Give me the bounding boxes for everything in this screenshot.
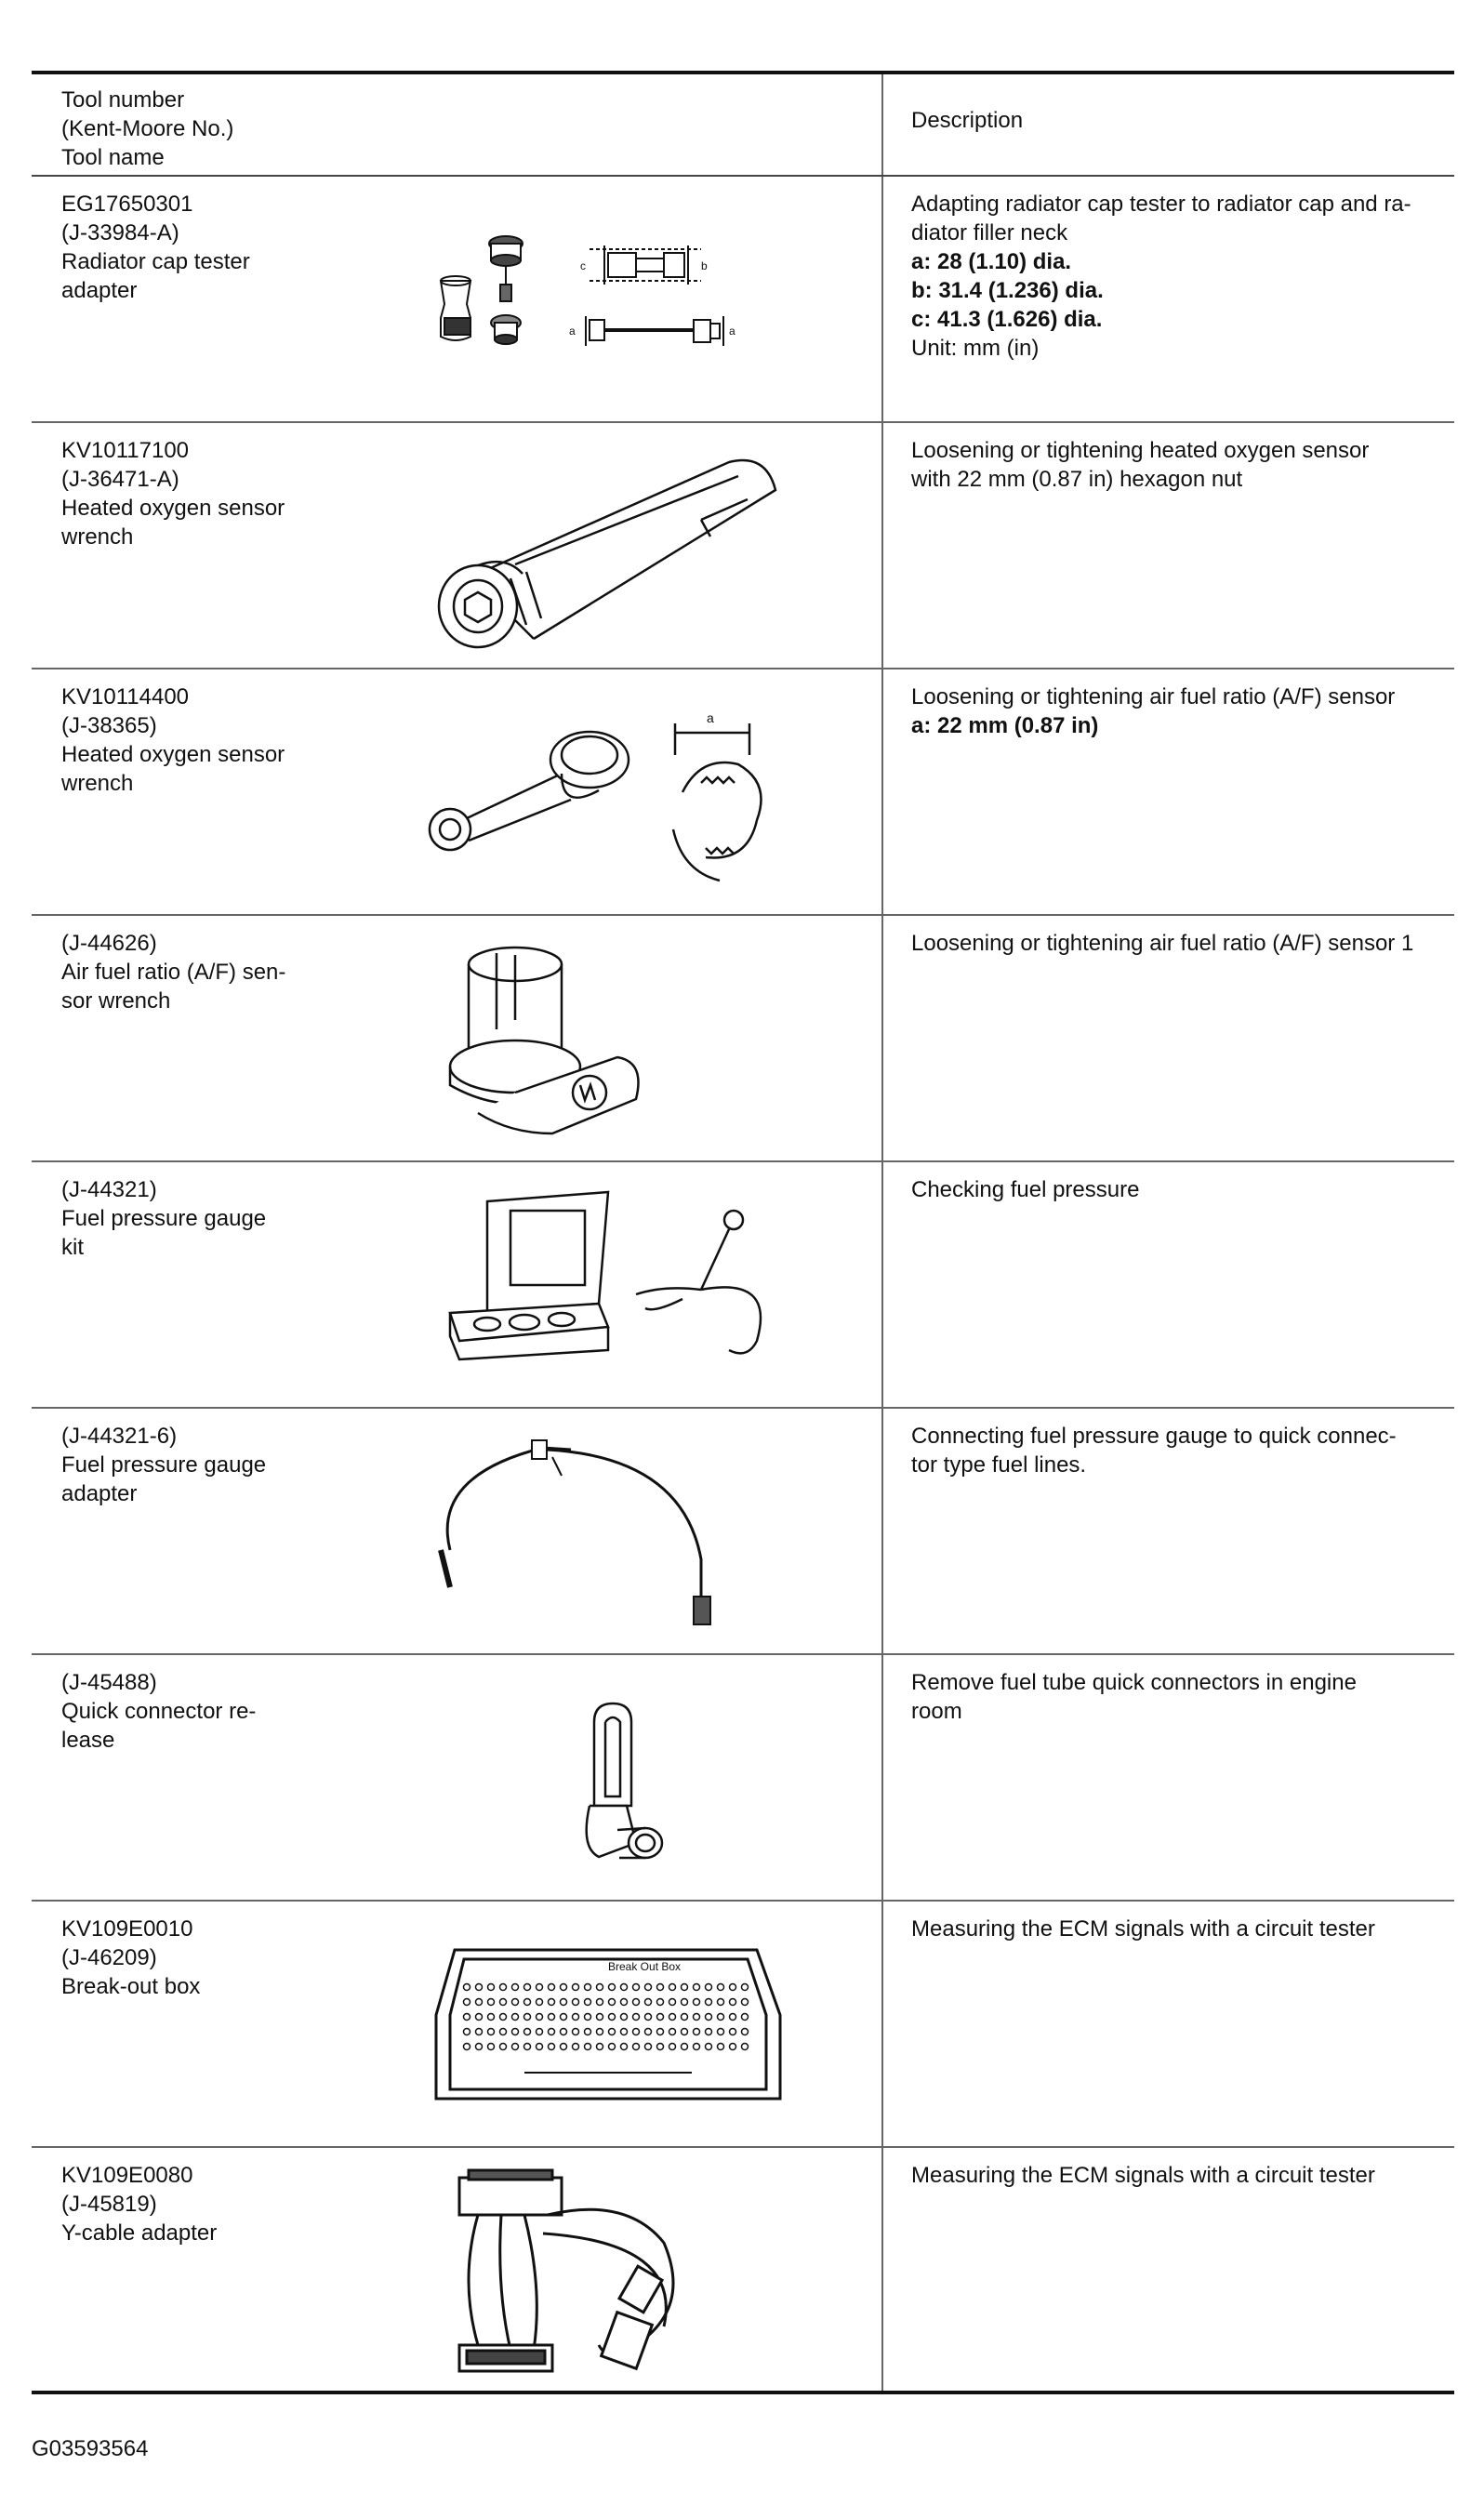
breakout-pin-hole (718, 2044, 724, 2050)
breakout-pin-hole (561, 1999, 567, 2006)
breakout-pin-hole (573, 2044, 579, 2050)
breakout-pin-hole (561, 1984, 567, 1991)
tool-name: Fuel pressure gauge (61, 1452, 267, 1478)
breakout-pin-hole (645, 2029, 652, 2035)
fig-label-c: c (580, 259, 586, 272)
oxygen-sensor-socket-illustration (422, 434, 831, 654)
kent-moore-number: (J-33984-A) (61, 220, 179, 245)
tool-description (883, 1409, 1454, 1479)
breakout-pin-hole (537, 2029, 543, 2035)
tool-description (883, 1902, 1454, 1943)
breakout-pin-hole (609, 2014, 616, 2021)
breakout-pin-hole (730, 1999, 736, 2006)
desc-line: Loosening or tightening heated oxygen sensor (911, 438, 1370, 463)
af-sensor-wrench-illustration (422, 927, 831, 1146)
table-row (32, 176, 1454, 422)
breakout-pin-hole (742, 2014, 749, 2021)
breakout-pin-hole (500, 1999, 507, 2006)
breakout-pin-hole (657, 1984, 664, 1991)
break-out-box-illustration (422, 1913, 831, 2132)
breakout-pin-hole (669, 1984, 676, 1991)
desc-dimension-a: a: 28 (1.10) dia. (911, 249, 1072, 274)
breakout-pin-hole (500, 2044, 507, 2050)
fig-label-a: a (707, 710, 714, 725)
desc-dimension-b: b: 31.4 (1.236) dia. (911, 278, 1104, 303)
breakout-pin-hole (682, 2029, 688, 2035)
tool-name-cont: lease (61, 1728, 115, 1753)
header-tool-name: Tool name (61, 145, 165, 170)
tool-name: Air fuel ratio (A/F) sen- (61, 960, 286, 985)
desc-line: Adapting radiator cap tester to radiator cap and ra- (911, 192, 1411, 217)
kent-moore-number: (J-44321) (61, 1177, 157, 1202)
breakout-pin-hole (537, 1999, 543, 2006)
desc-line: tor type fuel lines. (911, 1452, 1087, 1478)
figure-code: G03593564 (32, 2436, 149, 2461)
breakout-pin-hole (706, 1999, 712, 2006)
breakout-pin-hole (524, 2029, 531, 2035)
header-kent-moore: (Kent-Moore No.) (61, 116, 234, 141)
breakout-pin-hole (500, 2029, 507, 2035)
tool-description (883, 423, 1454, 494)
breakout-pin-hole (561, 2044, 567, 2050)
desc-line: Remove fuel tube quick connectors in engine (911, 1670, 1357, 1695)
breakout-pin-hole (561, 2014, 567, 2021)
breakout-pin-hole (742, 1999, 749, 2006)
breakout-pin-hole (597, 2029, 603, 2035)
breakout-pin-hole (524, 1984, 531, 1991)
tool-name: Fuel pressure gauge (61, 1206, 267, 1231)
breakout-pin-hole (512, 1984, 519, 1991)
fig-label-b: b (701, 259, 708, 272)
desc-line: diator filler neck (911, 220, 1068, 245)
breakout-pin-hole (488, 2029, 495, 2035)
breakout-pin-hole (464, 2044, 470, 2050)
breakout-pin-hole (621, 2044, 628, 2050)
breakout-pin-hole (561, 2029, 567, 2035)
breakout-pin-hole (633, 1999, 640, 2006)
breakout-pin-hole (682, 2044, 688, 2050)
desc-line: Checking fuel pressure (911, 1177, 1140, 1202)
breakout-pin-hole (742, 1984, 749, 1991)
breakout-pin-hole (597, 1999, 603, 2006)
breakout-pin-hole (512, 2044, 519, 2050)
desc-line: room (911, 1699, 962, 1724)
tool-description (883, 669, 1454, 740)
kent-moore-number: (J-36471-A) (61, 467, 179, 492)
header-description: Description (911, 108, 1024, 133)
breakout-pin-hole (609, 2029, 616, 2035)
breakout-pin-hole (609, 2044, 616, 2050)
breakout-pin-hole (694, 2014, 700, 2021)
breakout-pin-hole (718, 1984, 724, 1991)
breakout-pin-hole (585, 2029, 591, 2035)
breakout-pin-hole (718, 2014, 724, 2021)
breakout-pin-hole (464, 1984, 470, 1991)
desc-dimension-c: c: 41.3 (1.626) dia. (911, 307, 1103, 332)
breakout-pin-hole (597, 2014, 603, 2021)
breakout-pin-hole (549, 1999, 555, 2006)
breakout-pin-hole (488, 1999, 495, 2006)
tool-description (883, 1162, 1454, 1204)
breakout-pin-hole (549, 2014, 555, 2021)
breakout-pin-hole (645, 1984, 652, 1991)
break-out-box-label: Break Out Box (608, 1960, 682, 1973)
breakout-pin-hole (633, 2044, 640, 2050)
breakout-pin-hole (742, 2029, 749, 2035)
breakout-pin-hole (573, 2014, 579, 2021)
tool-description (883, 177, 1454, 363)
breakout-pin-hole (464, 2014, 470, 2021)
table-row (32, 422, 1454, 669)
breakout-pin-hole (524, 2044, 531, 2050)
tool-number: KV10117100 (61, 438, 190, 463)
desc-line: Measuring the ECM signals with a circuit tester (911, 2163, 1375, 2188)
breakout-pin-hole (488, 1984, 495, 1991)
breakout-pin-hole (694, 2029, 700, 2035)
tool-name-cont: wrench (61, 524, 134, 550)
tool-number: EG17650301 (61, 192, 193, 217)
tool-name-cont: wrench (61, 771, 134, 796)
breakout-pin-hole (657, 2044, 664, 2050)
flare-nut-wrench-illustration (422, 681, 831, 900)
breakout-pin-hole (645, 2014, 652, 2021)
desc-line: Loosening or tightening air fuel ratio (A/F) sensor 1 (911, 931, 1414, 956)
quick-connector-release-illustration (422, 1666, 831, 1886)
desc-line: with 22 mm (0.87 in) hexagon nut (911, 467, 1243, 492)
header-description-cell (882, 73, 1454, 176)
kent-moore-number: (J-38365) (61, 713, 157, 738)
breakout-pin-hole (730, 2014, 736, 2021)
breakout-pin-hole (549, 1984, 555, 1991)
kent-moore-number: (J-44626) (61, 931, 157, 956)
tool-name-cont: adapter (61, 1481, 138, 1506)
breakout-pin-hole (694, 2044, 700, 2050)
tool-name-cont: adapter (61, 278, 138, 303)
breakout-pin-hole (706, 1984, 712, 1991)
special-service-tools-page (32, 71, 1454, 2394)
table-row (32, 915, 1454, 1161)
desc-line: Loosening or tightening air fuel ratio (A/F) sensor (911, 684, 1396, 709)
breakout-pin-hole (500, 2014, 507, 2021)
header-tool-number: Tool number (61, 87, 185, 113)
breakout-pin-hole (669, 2014, 676, 2021)
breakout-pin-hole (669, 2029, 676, 2035)
breakout-pin-hole (730, 2044, 736, 2050)
breakout-pin-hole (585, 2014, 591, 2021)
breakout-pin-hole (645, 1999, 652, 2006)
breakout-pin-hole (524, 2014, 531, 2021)
table-row (32, 1654, 1454, 1901)
table-row (32, 1408, 1454, 1654)
breakout-pin-hole (609, 1984, 616, 1991)
desc-dimension-a: a: 22 mm (0.87 in) (911, 713, 1099, 738)
desc-unit: Unit: mm (in) (911, 336, 1040, 361)
kent-moore-number: (J-44321-6) (61, 1424, 178, 1449)
fuel-pressure-gauge-adapter-illustration (422, 1420, 831, 1639)
breakout-pin-hole (488, 2044, 495, 2050)
breakout-pin-hole (682, 1999, 688, 2006)
fig-label-a-left: a (569, 325, 576, 338)
breakout-pin-hole (657, 1999, 664, 2006)
breakout-pin-hole (537, 2044, 543, 2050)
breakout-pin-hole (476, 2029, 483, 2035)
kent-moore-number: (J-46209) (61, 1945, 157, 1970)
breakout-pin-hole (706, 2029, 712, 2035)
breakout-pin-hole (621, 2014, 628, 2021)
breakout-pin-hole (573, 1984, 579, 1991)
tool-name-cont: kit (61, 1235, 84, 1260)
breakout-pin-hole (476, 1984, 483, 1991)
tool-name: Heated oxygen sensor (61, 496, 285, 521)
breakout-pin-hole (512, 2029, 519, 2035)
breakout-pin-hole (500, 1984, 507, 1991)
breakout-pin-hole (718, 1999, 724, 2006)
breakout-pin-hole (537, 2014, 543, 2021)
desc-line: Connecting fuel pressure gauge to quick connec- (911, 1424, 1397, 1449)
y-cable-adapter-illustration (422, 2159, 831, 2379)
breakout-pin-hole (488, 2014, 495, 2021)
breakout-pin-hole (585, 1999, 591, 2006)
breakout-pin-hole (706, 2014, 712, 2021)
header-tool-cell (32, 73, 882, 176)
breakout-pin-hole (621, 1999, 628, 2006)
breakout-pin-hole (464, 2029, 470, 2035)
breakout-pin-hole (524, 1999, 531, 2006)
breakout-pin-hole (609, 1999, 616, 2006)
breakout-pin-hole (706, 2044, 712, 2050)
breakout-pin-hole (621, 2029, 628, 2035)
breakout-pin-hole (633, 1984, 640, 1991)
breakout-pin-hole (682, 2014, 688, 2021)
breakout-pin-hole (669, 2044, 676, 2050)
breakout-pin-hole (730, 1984, 736, 1991)
tool-number: KV109E0010 (61, 1916, 193, 1942)
breakout-pin-hole (512, 2014, 519, 2021)
kent-moore-number: (J-45819) (61, 2192, 157, 2217)
tool-number: KV10114400 (61, 684, 190, 709)
breakout-pin-hole (573, 1999, 579, 2006)
breakout-pin-hole (476, 1999, 483, 2006)
breakout-pin-hole (633, 2014, 640, 2021)
table-row (32, 1901, 1454, 2147)
tool-name-cont: sor wrench (61, 988, 171, 1014)
breakout-pin-hole (537, 1984, 543, 1991)
breakout-pin-hole (549, 2044, 555, 2050)
radiator-cap-tester-adapter-illustration (422, 188, 831, 407)
breakout-pin-hole (718, 2029, 724, 2035)
breakout-pin-hole (476, 2014, 483, 2021)
table-row (32, 669, 1454, 915)
breakout-pin-hole (645, 2044, 652, 2050)
breakout-pin-hole (585, 2044, 591, 2050)
kent-moore-number: (J-45488) (61, 1670, 157, 1695)
desc-line: Measuring the ECM signals with a circuit tester (911, 1916, 1375, 1942)
fig-label-a-right: a (729, 325, 735, 338)
breakout-pin-hole (597, 1984, 603, 1991)
tool-number: KV109E0080 (61, 2163, 193, 2188)
table-header-row (32, 73, 1454, 176)
breakout-pin-hole (657, 2029, 664, 2035)
breakout-pin-hole (621, 1984, 628, 1991)
tool-name: Heated oxygen sensor (61, 742, 285, 767)
breakout-pin-hole (682, 1984, 688, 1991)
tool-description (883, 916, 1454, 958)
breakout-pin-hole (464, 1999, 470, 2006)
table-row (32, 2147, 1454, 2392)
table-row (32, 1161, 1454, 1408)
breakout-pin-hole (573, 2029, 579, 2035)
breakout-pin-hole (694, 1999, 700, 2006)
breakout-pin-hole (730, 2029, 736, 2035)
breakout-pin-hole (597, 2044, 603, 2050)
fuel-pressure-gauge-kit-illustration (422, 1173, 831, 1393)
tools-table (32, 71, 1454, 2394)
breakout-pin-hole (633, 2029, 640, 2035)
breakout-pin-hole (694, 1984, 700, 1991)
tool-name: Y-cable adapter (61, 2220, 218, 2246)
tool-name: Quick connector re- (61, 1699, 257, 1724)
breakout-pin-hole (742, 2044, 749, 2050)
breakout-pin-hole (669, 1999, 676, 2006)
breakout-pin-hole (549, 2029, 555, 2035)
tool-description (883, 2148, 1454, 2190)
tool-name: Radiator cap tester (61, 249, 250, 274)
breakout-pin-hole (585, 1984, 591, 1991)
breakout-pin-hole (476, 2044, 483, 2050)
breakout-pin-hole (657, 2014, 664, 2021)
breakout-pin-hole (512, 1999, 519, 2006)
tool-name: Break-out box (61, 1974, 201, 1999)
tool-description (883, 1655, 1454, 1726)
